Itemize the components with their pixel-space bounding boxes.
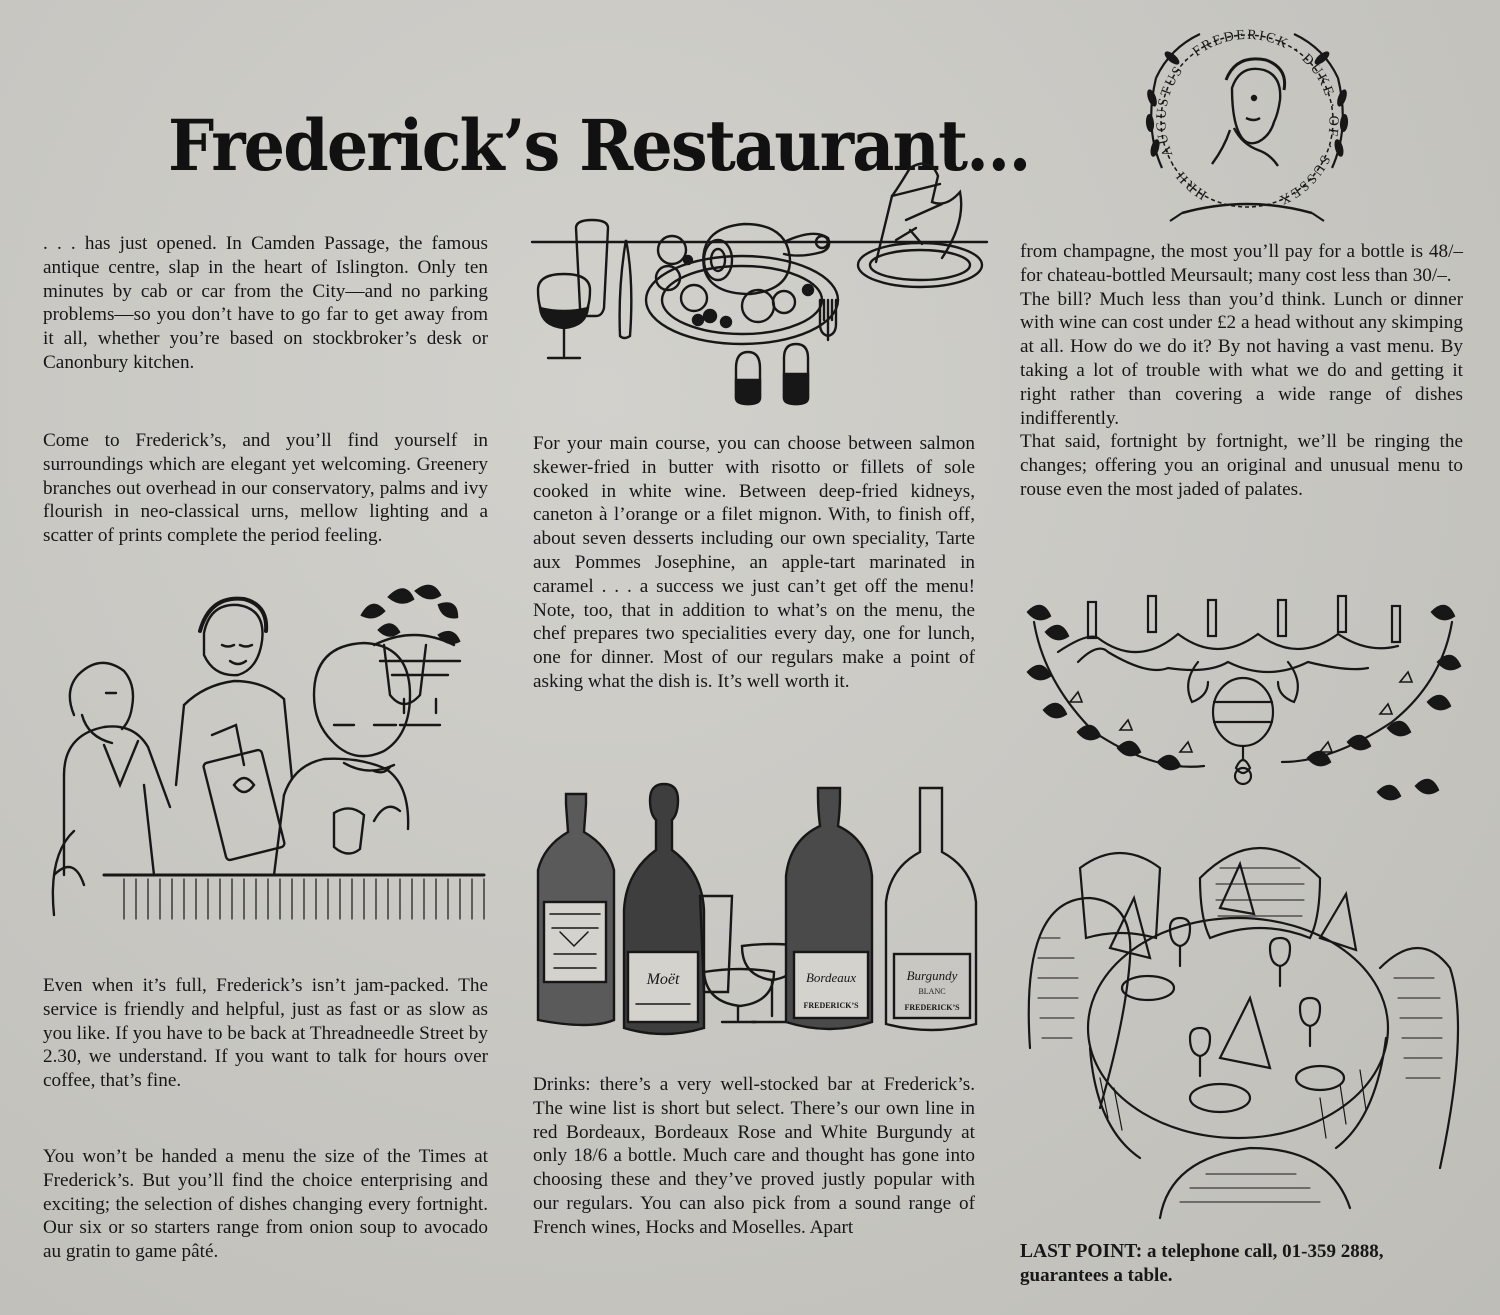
page-title: Frederick’s Restaurant… (168, 103, 1030, 187)
bordeaux-label: Bordeaux (805, 970, 857, 985)
column-2-paragraph-1 (533, 432, 975, 694)
last-point-text: a telephone call, 01-359 2888, guarantees a table. (1020, 1241, 1384, 1286)
column-3-paragraph-1 (1020, 240, 1463, 502)
burgundy-fredericks-label: FREDERICK’S (904, 1003, 960, 1012)
menu-paragraph: You won’t be handed a menu the size of the Times at Frederick’s. But you’ll find the choice enterprising and exciting; the selection of dishes changing every fortnight. Our six or so starters range from onion soup to avocado au gratin to game pâté. (43, 1146, 488, 1263)
intro-paragraph: . . . has just opened. In Camden Passage, the famous antique centre, slap in the heart of Islington. Only ten minutes by cab or car from the City—and no parking problems—so you don’t have to go far to get away from it all, whether you’re based on stockbroker’s desk or Canonbury kitchen. (43, 233, 488, 373)
column-1-paragraph-3 (43, 974, 488, 1093)
seal-legend: HRH · AUGUSTUS · FREDERICK · DUKE · OF · SUSSEX · (1154, 27, 1341, 212)
service-paragraph: Even when it’s full, Frederick’s isn’t jam-packed. The service is friendly and helpful, just as fast or as slow as you like. If you have to be back at Threadneedle Street by 2.30, we understand. If you want to talk for hours over coffee, that’s fine. (43, 975, 488, 1092)
main-course-paragraph: For your main course, you can choose between salmon skewer-fried in butter with risotto or fillets of sole cooked in white wine. Between deep-fried kidneys, caneton à l’orange or a filet mignon. With, to finish off, about seven desserts including our own speciality, Tarte aux Pommes Josephine, an apple-tart marinated in caramel . . . a success we just can’t get off the menu! Note, too, that in addition to what’s on the menu, the chef prepares two specialities every day, one for lunch, one for dinner. Most of our regulars make a point of asking what the dish is. It’s well worth it. (533, 433, 975, 692)
chandelier-illustration (1018, 592, 1468, 822)
drinks-paragraph: Drinks: there’s a very well-stocked bar at Frederick’s. The wine list is short but select. There’s our own line in red Bordeaux, Bordeaux Rose and White Burgundy at only 18/6 a bottle. Much care and thought has gone into choosing these and they’ve proved justly popular with our regulars. You can also pick from a sound range of French wines, Hocks and Moselles. Apart (533, 1074, 975, 1238)
table-setting-illustration (522, 150, 992, 415)
column-1-paragraph-2 (43, 429, 488, 548)
last-point-note (1020, 1240, 1470, 1287)
burgundy-label: Burgundy (906, 968, 958, 983)
duke-of-sussex-seal (1122, 18, 1372, 228)
bottles-illustration (532, 782, 982, 1042)
moet-label: Moët (646, 971, 680, 988)
dining-table-illustration (1020, 838, 1460, 1228)
column-2-paragraph-2 (533, 1073, 975, 1240)
bordeaux-fredericks-label: FREDERICK’S (803, 1001, 859, 1010)
bill-paragraph: The bill? Much less than you’d think. Lunch or dinner with wine can cost under £2 a head without any skimping at all. How do we do it? By not having a vast menu. By taking a lot of trouble with what we do and getting it right rather than covering a wide range of dishes indifferently. (1020, 288, 1463, 429)
column-1-paragraph-4 (43, 1145, 488, 1264)
champagne-paragraph: from champagne, the most you’ll pay for a bottle is 48/– for chateau-bottled Meursault; many cost less than 30/–. (1020, 241, 1463, 286)
blanc-label: BLANC (918, 987, 946, 996)
fortnight-paragraph: That said, fortnight by fortnight, we’ll be ringing the changes; offering you an original and unusual menu to rouse even the most jaded of palates. (1020, 431, 1463, 500)
diners-illustration (44, 575, 494, 925)
column-1-paragraph-1 (43, 232, 488, 375)
last-point-label: LAST POINT: (1020, 1241, 1143, 1262)
surroundings-paragraph: Come to Frederick’s, and you’ll find yourself in surroundings which are elegant yet welcoming. Greenery branches out overhead in our conservatory, palms and ivy flourish in neo-classical urns, mellow lighting and a scatter of prints complete the period feeling. (43, 430, 488, 547)
